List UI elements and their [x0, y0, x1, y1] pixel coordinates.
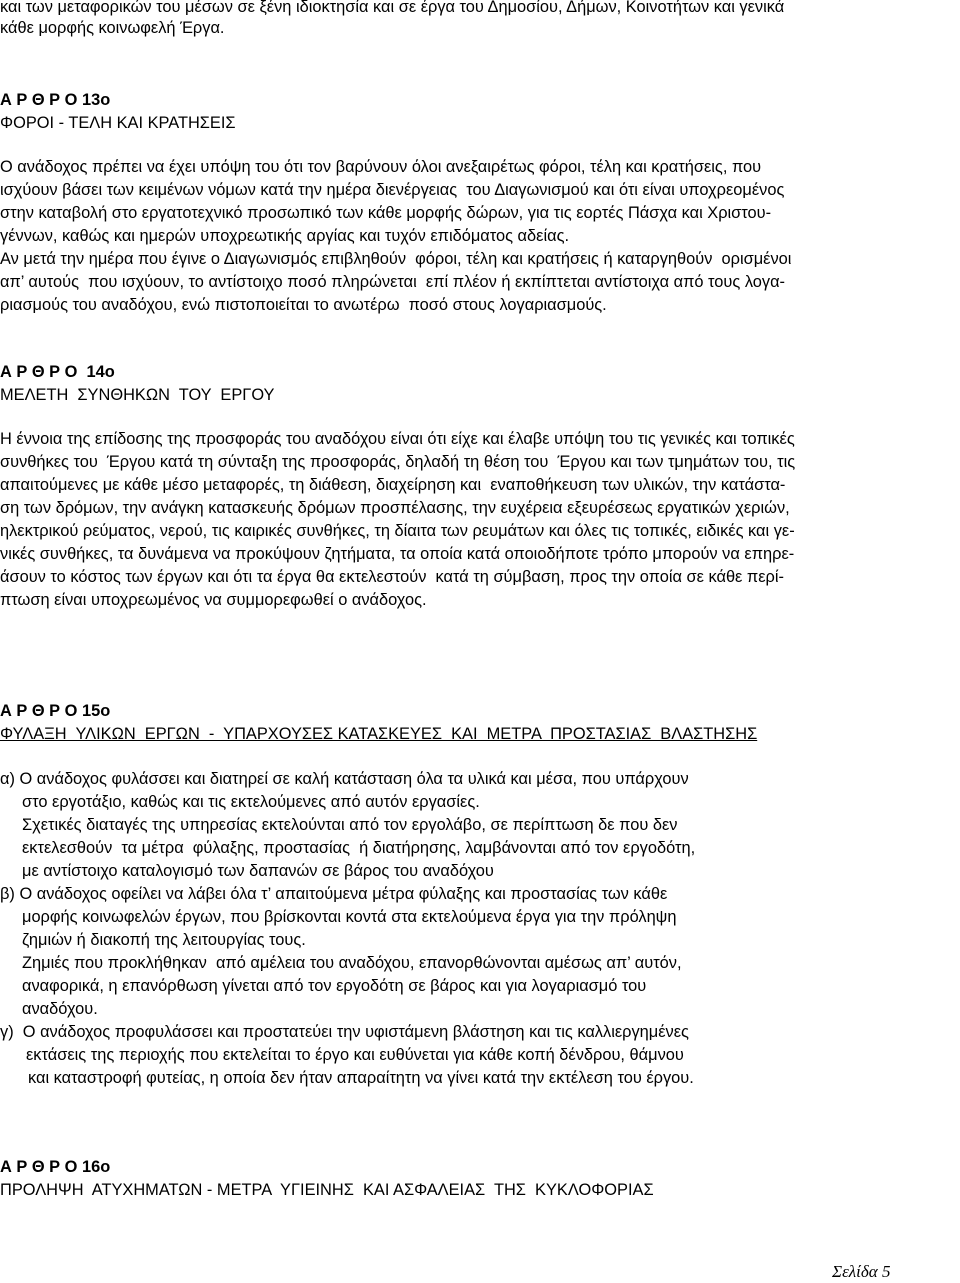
article-14-title: ΜΕΛΕΤΗ ΣΥΝΘΗΚΩΝ ΤΟΥ ΕΡΓΟΥ [0, 386, 275, 404]
paragraph-line: μορφής κοινωφελών έργων, που βρίσκονται κοντά στα εκτελούμενα έργα για την πρόληψη [22, 908, 677, 926]
paragraph-line: ση των δρόμων, την ανάγκη κατασκευής δρόμων προσπέλασης, την ευχέρεια εξευρέσεως εργατικών χεριών, [0, 499, 790, 517]
paragraph-line: γ) Ο ανάδοχος προφυλάσσει και προστατεύει την υφιστάμενη βλάστηση και τις καλλιεργημένες [0, 1023, 689, 1041]
paragraph-line: Ο ανάδοχος πρέπει να έχει υπόψη του ότι τον βαρύνουν όλοι ανεξαιρέτως φόροι, τέλη και κρατήσεις, που [0, 158, 762, 176]
paragraph-line: ριασμούς του αναδόχου, ενώ πιστοποιείται το ανωτέρω ποσό στους λογαριασμούς. [0, 296, 607, 314]
article-16-title: ΠΡΟΛΗΨΗ ΑΤΥΧΗΜΑΤΩΝ - ΜΕΤΡΑ ΥΓΙΕΙΝΗΣ ΚΑΙ ΑΣΦΑΛΕΙΑΣ ΤΗΣ ΚΥΚΛΟΦΟΡΙΑΣ [0, 1181, 654, 1199]
article-13-heading: Α Ρ Θ Ρ Ο 13ο [0, 91, 111, 109]
paragraph-line: πτωση είναι υποχρεωμένος να συμμορεφωθεί ο ανάδοχος. [0, 591, 427, 609]
paragraph-line: Ζημιές που προκλήθηκαν από αμέλεια του αναδόχου, επανορθώνονται αμέσως απ’ αυτόν, [22, 954, 682, 972]
paragraph-line: γέννων, καθώς και ημερών υποχρεωτικής αργίας και τυχόν επιδόματος αδείας. [0, 227, 570, 245]
paragraph-line: ζημιών ή διακοπή της λειτουργίας τους. [22, 931, 306, 949]
article-16-heading: Α Ρ Θ Ρ Ο 16ο [0, 1158, 111, 1176]
paragraph-line: απ’ αυτούς που ισχύουν, το αντίστοιχο ποσό πληρώνεται επί πλέον ή εκπίπτεται αντίστοιχα από τους λογα- [0, 273, 786, 291]
paragraph-line: και των μεταφορικών του μέσων σε ξένη ιδιοκτησία και σε έργα του Δημοσίου, Δήμων, Κοινοτήτων και γενικά [0, 0, 785, 16]
paragraph-line: α) Ο ανάδοχος φυλάσσει και διατηρεί σε καλή κατάσταση όλα τα υλικά και μέσα, που υπάρχουν [0, 770, 689, 788]
paragraph-line: στην καταβολή στο εργατοτεχνικό προσωπικό των κάθε μορφής δώρων, για τις εορτές Πάσχα και Χριστου- [0, 204, 772, 222]
paragraph-line: νικές συνθήκες, τα δυνάμενα να προκύψουν ζητήματα, τα οποία κατά οποιοδήποτε τρόπο μπορούν να επηρε- [0, 545, 795, 563]
paragraph-line: συνθήκες του Έργου κατά τη σύνταξη της προσφοράς, δηλαδή τη θέση του Έργου και των τμημάτων του, τις [0, 453, 796, 471]
paragraph-line: απαιτούμενες με κάθε μέσο μεταφορές, τη διάθεση, διαχείρηση και εναποθήκευση των υλικών, την κατάστα- [0, 476, 786, 494]
article-13-title: ΦΟΡΟΙ - ΤΕΛΗ ΚΑΙ ΚΡΑΤΗΣΕΙΣ [0, 114, 236, 132]
paragraph-line: αναδόχου. [22, 1000, 98, 1018]
article-14-heading: Α Ρ Θ Ρ Ο 14ο [0, 363, 115, 381]
paragraph-line: β) Ο ανάδοχος οφείλει να λάβει όλα τ’ απαιτούμενα μέτρα φύλαξης και προστασίας των κάθε [0, 885, 668, 903]
article-15-heading: Α Ρ Θ Ρ Ο 15ο [0, 702, 111, 720]
paragraph-line: Αν μετά την ημέρα που έγινε ο Διαγωνισμός επιβληθούν φόροι, τέλη και κρατήσεις ή καταργηθούν ορισμένοι [0, 250, 792, 268]
paragraph-line: εκτάσεις της περιοχής που εκτελείται το έργο και ευθύνεται για κάθε κοπή δένδρου, θάμνου [26, 1046, 684, 1064]
paragraph-line: ισχύουν βάσει των κειμένων νόμων κατά την ημέρα διενέργειας του Διαγωνισμού και ότι είναι υποχρεομένος [0, 181, 785, 199]
paragraph-line: και καταστροφή φυτείας, η οποία δεν ήταν απαραίτητη να γίνει κατά την εκτέλεση του έργου. [28, 1069, 694, 1087]
paragraph-line: κάθε μορφής κοινωφελή Έργα. [0, 19, 225, 37]
paragraph-line: Η έννοια της επίδοσης της προσφοράς του αναδόχου είναι ότι είχε και έλαβε υπόψη του τις γενικές και τοπικές [0, 430, 795, 448]
paragraph-line: ηλεκτρικού ρεύματος, νερού, τις καιρικές συνθήκες, τη δίαιτα των ρευμάτων και όλες τις τοπικές, ειδικές και γε- [0, 522, 795, 540]
page-number: Σελίδα 5 [832, 1262, 891, 1281]
article-15-title: ΦΥΛΑΞΗ ΥΛΙΚΩΝ ΕΡΓΩΝ - ΥΠΑΡΧΟΥΣΕΣ ΚΑΤΑΣΚΕΥΕΣ ΚΑΙ ΜΕΤΡΑ ΠΡΟΣΤΑΣΙΑΣ ΒΛΑΣΤΗΣΗΣ [0, 725, 758, 743]
paragraph-line: αναφορικά, η επανόρθωση γίνεται από τον εργοδότη σε βάρος και για λογαριασμό του [22, 977, 647, 995]
paragraph-line: με αντίστοιχο καταλογισμό των δαπανών σε βάρος του αναδόχου [22, 862, 494, 880]
paragraph-line: Σχετικές διαταγές της υπηρεσίας εκτελούνται από τον εργολάβο, σε περίπτωση δε που δεν [22, 816, 678, 834]
paragraph-line: εκτελεσθούν τα μέτρα φύλαξης, προστασίας ή διατήρησης, λαμβάνονται από τον εργοδότη, [22, 839, 696, 857]
paragraph-line: στο εργοτάξιο, καθώς και τις εκτελούμενες από αυτόν εργασίες. [22, 793, 480, 811]
paragraph-line: άσουν το κόστος των έργων και ότι τα έργα θα εκτελεστούν κατά τη σύμβαση, προς την οποία σε κάθε περί- [0, 568, 784, 586]
